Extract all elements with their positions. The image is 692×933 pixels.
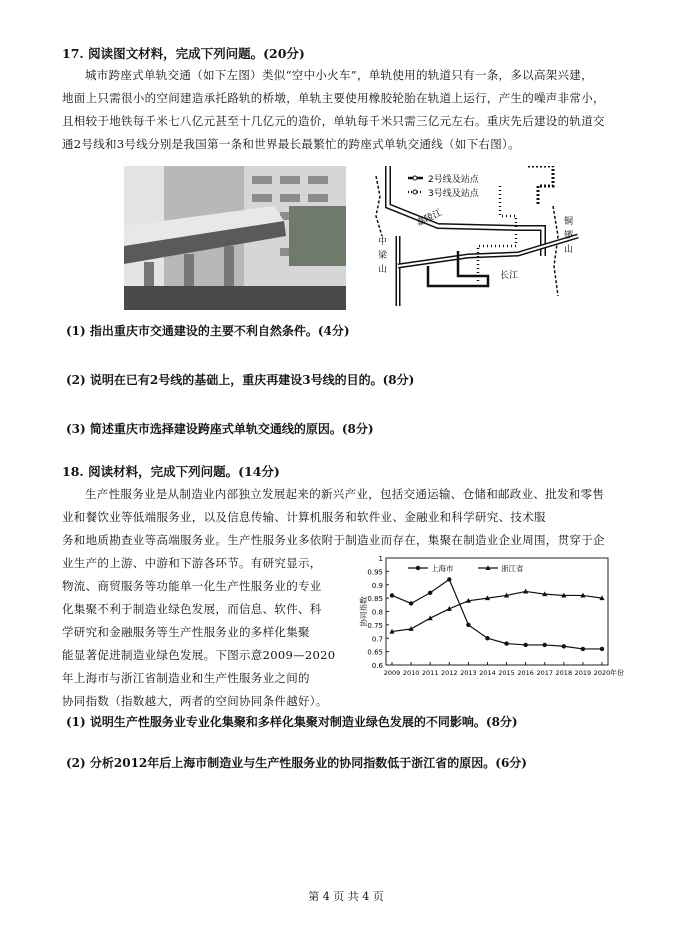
data-point	[562, 644, 566, 648]
data-point	[523, 589, 528, 594]
x-tick-label: 2018	[555, 669, 573, 677]
legend-label: 浙江省	[501, 564, 524, 573]
q18-line: 业和餐饮业等低端服务业，以及信息传输、计算机服务和软件业、金融业和科学研究、技术服	[62, 510, 546, 524]
page-footer: 第 4 页 共 4 页	[308, 890, 384, 903]
y-tick-label: 0.75	[367, 621, 383, 630]
q18-narrow-line: 业生产的上游、中游和下游各环节。有研究显示，	[62, 556, 322, 570]
series-line-1	[392, 591, 602, 631]
legend-line2: 2号线及站点	[428, 175, 479, 185]
y-tick-label: 0.7	[371, 635, 383, 644]
y-tick-label: 1	[378, 555, 383, 563]
transit-map	[368, 166, 590, 310]
q17-title: 17. 阅读图文材料，完成下列问题。(20分)	[62, 46, 305, 61]
q17-line: 地面上只需很小的空间建造承托路轨的桥墩，单轨主要使用橡胶轮胎在轨道上运行，产生的噪声非常小，	[62, 91, 605, 105]
data-point	[581, 647, 585, 651]
data-point	[390, 593, 394, 597]
y-tick-label: 0.8	[371, 608, 383, 617]
q17-sub1: (1) 指出重庆市交通建设的主要不利自然条件。(4分)	[66, 324, 350, 338]
y-tick-label: 0.9	[371, 581, 383, 590]
q17-sub3: (3) 简述重庆市选择建设跨座式单轨交通线的原因。(8分)	[66, 422, 374, 436]
tongluo-label-1: 铜	[564, 217, 574, 227]
y-tick-label: 0.6	[371, 662, 383, 670]
data-point	[543, 643, 547, 647]
x-tick-label: 2019	[574, 669, 592, 677]
x-tick-label: 2013	[460, 669, 477, 677]
data-point	[600, 647, 604, 651]
q18-line: 生产性服务业是从制造业内部独立发展起来的新兴产业，包括交通运输、仓储和邮政业、批发和零售	[85, 487, 605, 501]
y-tick-label: 0.95	[367, 568, 383, 577]
q17-line: 且相较于地铁每千米七八亿元甚至十几亿元的造价，单轨每千米只需三亿元左右。重庆先后建设的轨道交	[62, 114, 605, 128]
data-point	[409, 601, 413, 605]
data-point	[447, 577, 451, 581]
yangtze-river-label: 长江	[500, 271, 519, 281]
x-tick-label: 2011	[421, 669, 439, 677]
y-tick-label: 0.85	[367, 595, 383, 604]
legend-marker	[416, 566, 420, 570]
data-point	[428, 591, 432, 595]
x-tick-label: 2010	[402, 669, 420, 677]
data-point	[466, 623, 470, 627]
q18-sub1: (1) 说明生产性服务业专业化集聚和多样化集聚对制造业绿色发展的不同影响。(8分)	[66, 715, 518, 729]
q18-narrow-line: 能显著促进制造业绿色发展。下图示意2009—2020	[62, 648, 336, 662]
q18-narrow-line: 化集聚不利于制造业绿色发展，而信息、软件、科	[62, 602, 322, 616]
legend-label: 上海市	[431, 564, 454, 573]
q18-narrow-line: 学研究和金融服务等生产性服务业的多样化集聚	[62, 625, 310, 639]
q17-line: 通2号线和3号线分别是我国第一条和世界最长最繁忙的跨座式单轨交通线（如下右图）。	[62, 137, 520, 151]
q18-narrow-line: 物流、商贸服务等功能单一化生产性服务业的专业	[62, 579, 322, 593]
x-tick-label: 2012	[440, 669, 458, 677]
data-point	[504, 641, 508, 645]
data-point	[523, 643, 527, 647]
x-axis-label: 年份	[610, 669, 624, 677]
synergy-index-chart	[356, 550, 646, 690]
q18-narrow-line: 年上海市与浙江省制造业和生产性服务业之间的	[62, 671, 310, 685]
y-axis-label: 协同指数	[359, 596, 368, 627]
q18-sub2: (2) 分析2012年后上海市制造业与生产性服务业的协同指数低于浙江省的原因。(6分)	[66, 756, 527, 770]
jialing-river-label: 嘉陵江	[415, 208, 444, 229]
q18-title: 18. 阅读材料，完成下列问题。(14分)	[62, 464, 280, 479]
q17-sub2: (2) 说明在已有2号线的基础上，重庆再建设3号线的目的。(8分)	[66, 373, 415, 387]
legend-line3: 3号线及站点	[428, 189, 479, 199]
q18-narrow-line: 协同指数（指数越大，两者的空间协同条件越好）。	[62, 694, 328, 708]
x-tick-label: 2017	[536, 669, 554, 677]
tongluo-label-2: 锣	[564, 231, 574, 241]
x-tick-label: 2014	[479, 669, 496, 677]
monorail-photo-drawing	[124, 166, 346, 310]
zhongliang-label-3: 山	[378, 265, 388, 275]
plot-frame	[386, 558, 608, 665]
monorail-photo	[124, 166, 346, 310]
x-tick-label: 2016	[517, 669, 534, 677]
y-tick-label: 0.65	[367, 648, 383, 657]
q17-line: 城市跨座式单轨交通（如下左图）类似“空中小火车”，单轨使用的轨道只有一条，多以高架兴建，	[85, 68, 593, 82]
tongluo-label-3: 山	[564, 245, 574, 255]
q18-line: 务和地质勘查业等高端服务业。生产性服务业多依附于制造业而存在，集聚在制造业企业周围，贯穿于企	[62, 533, 605, 547]
zhongliang-label-1: 中	[378, 237, 388, 247]
x-tick-label: 2009	[383, 669, 401, 677]
x-tick-label: 2015	[498, 669, 515, 677]
data-point	[485, 636, 489, 640]
x-tick-label: 2020	[593, 669, 611, 677]
series-line-0	[392, 579, 602, 649]
zhongliang-label-2: 梁	[378, 251, 388, 261]
